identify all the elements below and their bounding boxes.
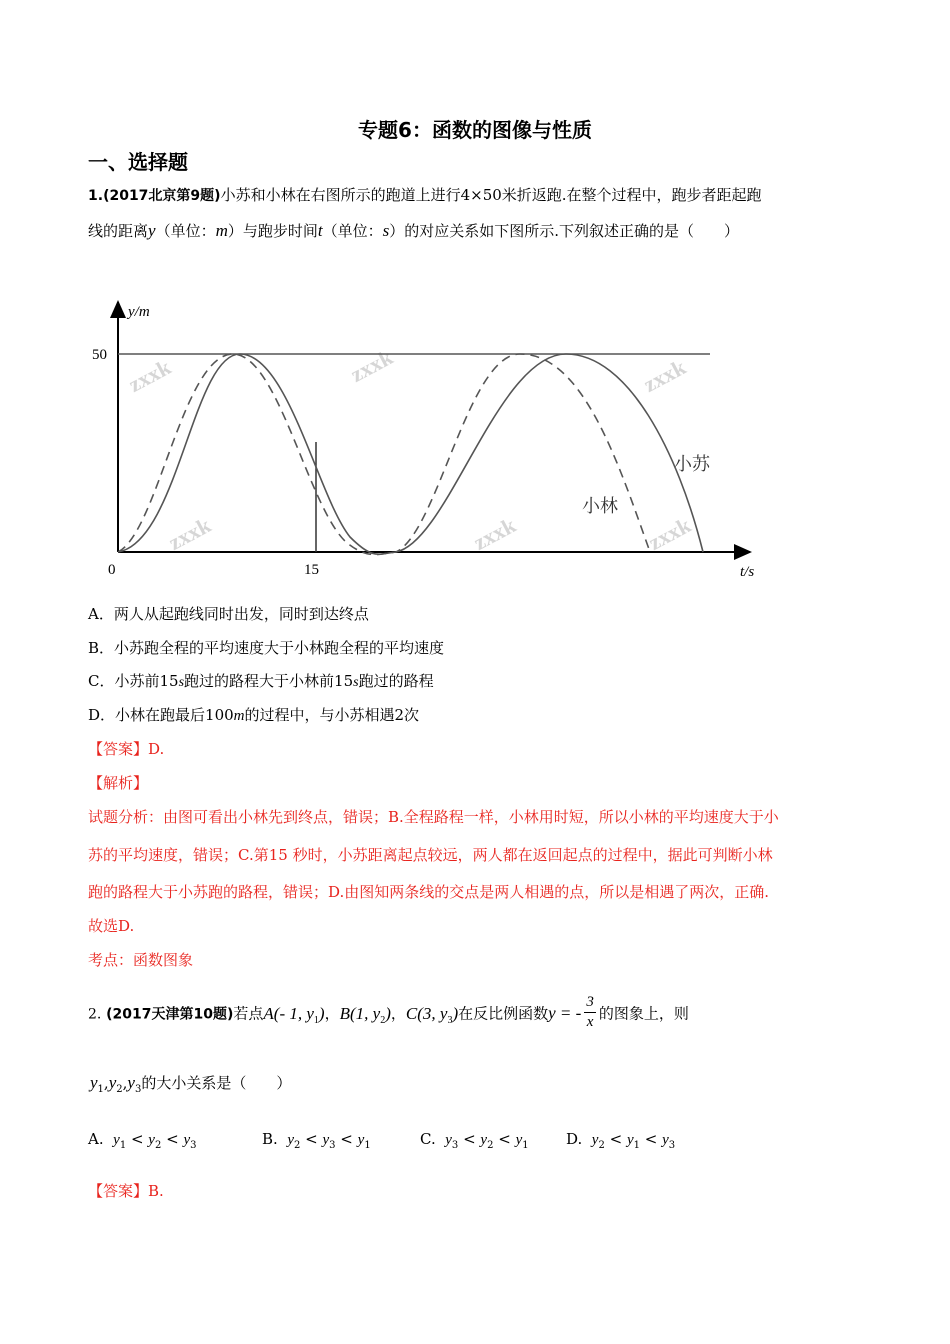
q1-analysis-line: 试题分析：由图可看出小林先到终点，错误；B.全程路程一样，小林用时短，所以小林的平均速度大于小 (88, 808, 779, 826)
q1-text-2e: ）的对应关系如下图所示.下列叙述正确的是（ ） (389, 222, 740, 240)
sub-index: 1 (522, 1140, 529, 1151)
y-var: y (108, 1073, 117, 1092)
fraction (584, 993, 596, 1032)
fraction-denominator: x (586, 1014, 594, 1030)
less-than: < (300, 1130, 323, 1148)
page-title: 专题6：函数的图像与性质 (358, 118, 592, 142)
y-var: y (662, 1132, 669, 1148)
y-var: y (626, 1132, 634, 1148)
var-s: s (353, 675, 359, 690)
section-heading: 一、选择题 (88, 150, 188, 174)
y-var: y (90, 1073, 98, 1092)
sub-index: 1 (97, 1084, 104, 1095)
y-axis-label: y/m (128, 304, 150, 320)
q1-option-c-c: 跑过的路程 (358, 672, 434, 690)
sub-index: 1 (364, 1140, 371, 1151)
sub-index: 1 (119, 1140, 127, 1151)
y-var: y (591, 1132, 599, 1148)
q1-answer: 【答案】D. (88, 740, 165, 758)
q2-source: (2017天津第10题) (106, 1006, 234, 1023)
q1-analysis-line: 苏的平均速度，错误；C.第15 秒时，小苏距离起点较远，两人都在返回起点的过程中，据此可判断小林 (88, 846, 773, 864)
q2-line2-tail: 的大小关系是（ ） (141, 1074, 292, 1092)
q1-option-a: A．两人从起跑线同时出发，同时到达终点 (88, 605, 369, 623)
q1-line1 (88, 184, 762, 205)
point-c (405, 1003, 459, 1026)
q2-line2: $y_1,y_2,y_3$的大小关系是（ ） (90, 1073, 292, 1095)
y-var: y (322, 1132, 330, 1148)
q1-line2 (88, 220, 739, 241)
q1-text-2c: ）与跑步时间 (227, 222, 318, 240)
q1-text-2b: （单位： (155, 222, 216, 240)
label-xiaosu: 小苏 (674, 454, 710, 474)
q1-option-d-b: 的过程中，与小苏相遇2次 (244, 706, 420, 724)
var-s: s (178, 675, 185, 690)
q1-text-2d: （单位： (322, 222, 383, 240)
q1-analysis-heading: 【解析】 (88, 774, 149, 792)
less-than: < (458, 1130, 481, 1148)
y-var: y (515, 1132, 523, 1148)
y-var: y (183, 1132, 191, 1148)
q2-option-b (262, 1130, 371, 1151)
paren: ) (385, 1003, 391, 1023)
var-s: s (382, 221, 390, 240)
q1-option-c-b: 跑过的路程大于小林前15 (184, 672, 354, 690)
sub-index: 2 (154, 1140, 162, 1151)
sub-index: 3 (668, 1140, 676, 1151)
q2-answer: 【答案】B. (88, 1182, 164, 1200)
q2-option-a (88, 1130, 197, 1151)
sub-index: 3 (134, 1084, 142, 1095)
var-m: m (233, 708, 245, 724)
q2-option-d (566, 1130, 675, 1151)
less-than: < (493, 1130, 516, 1148)
y-var: y (113, 1132, 120, 1148)
watermark: zxxk (346, 344, 397, 387)
point-a-text: A(- 1, y (263, 1003, 314, 1023)
option-letter: D. (566, 1130, 592, 1148)
paren: ) (318, 1003, 325, 1023)
sub-index: 3 (329, 1140, 336, 1151)
sub-index: 3 (447, 1014, 453, 1026)
q2-number: 2. (88, 1006, 102, 1023)
paren: ) (452, 1003, 459, 1023)
less-than: < (640, 1130, 663, 1148)
origin-label: 0 (108, 562, 116, 578)
point-c-text: C(3, y (405, 1003, 448, 1023)
sub-index: 2 (598, 1140, 605, 1151)
point-b (339, 1003, 391, 1026)
var-m: m (215, 221, 228, 240)
sub-index: 3 (451, 1140, 459, 1151)
less-than: < (161, 1130, 184, 1148)
sub-index: 3 (190, 1140, 197, 1151)
var-t: t (317, 221, 323, 240)
sub-index: 2 (380, 1014, 386, 1026)
y-tick-50: 50 (92, 347, 107, 363)
label-xiaolin: 小林 (582, 496, 618, 516)
x-tick-15: 15 (304, 562, 319, 578)
watermark: zxxk (124, 354, 175, 397)
q1-option-c-a: C．小苏前15 (88, 672, 179, 690)
q1-text-1: 小苏和小林在右图所示的跑道上进行4×50米折返跑.在整个过程中，跑步者距起跑 (220, 186, 762, 204)
q1-source: (2017北京第9题) (103, 188, 221, 204)
sub-index: 2 (487, 1140, 494, 1151)
q1-analysis-line: 故选D. (88, 917, 135, 935)
point-b-text: B(1, y (339, 1003, 381, 1023)
var-y: y (148, 221, 156, 240)
comma: ， (390, 1004, 406, 1023)
q1-text-2a: 线的距离 (88, 222, 149, 240)
y-var: y (287, 1132, 294, 1148)
q2-option-c (420, 1130, 529, 1151)
x-axis-label: t/s (740, 564, 755, 580)
sub-index: 2 (294, 1140, 301, 1151)
y-var: y (127, 1073, 135, 1092)
q1-kaodian: 考点：函数图象 (88, 951, 194, 969)
less-than: < (335, 1130, 358, 1148)
q2-line1 (88, 995, 689, 1034)
q1-analysis-line: 跑的路程大于小苏跑的路程，错误；D.由图知两条线的交点是两人相遇的点，所以是相遇了两次，正确. (88, 883, 770, 901)
q2-in-fn: 在反比例函数 (458, 1004, 549, 1023)
y-var: y (445, 1132, 452, 1148)
sub-index: 1 (633, 1140, 640, 1151)
sub-index: 2 (116, 1084, 123, 1095)
q2-intro: 若点 (233, 1004, 264, 1023)
option-letter: C. (420, 1130, 446, 1148)
watermark-group (124, 344, 695, 555)
fraction-numerator: 3 (584, 993, 596, 1013)
option-letter: B. (262, 1130, 288, 1148)
q1-option-c (88, 670, 434, 691)
q1-option-b: B．小苏跑全程的平均速度大于小林跑全程的平均速度 (88, 639, 445, 657)
y-var: y (480, 1132, 488, 1148)
q1-option-d-a: D．小林在跑最后100 (88, 706, 234, 724)
function-lhs: y = - (548, 1003, 582, 1023)
option-letter: A. (88, 1130, 114, 1148)
watermark: zxxk (469, 512, 520, 555)
q1-option-d (88, 704, 419, 725)
q2-tail: 的图象上，则 (598, 1004, 689, 1023)
watermark: zxxk (639, 354, 690, 397)
watermark: zxxk (164, 512, 215, 555)
watermark: zxxk (644, 512, 695, 555)
less-than: < (126, 1130, 149, 1148)
y-var: y (357, 1132, 365, 1148)
point-a (263, 1003, 325, 1026)
q1-number: 1. (88, 188, 104, 204)
y-var: y (148, 1132, 155, 1148)
comma: ， (324, 1004, 340, 1023)
distance-time-graph (88, 292, 768, 584)
sub-index: 1 (313, 1014, 319, 1026)
less-than: < (604, 1130, 627, 1148)
